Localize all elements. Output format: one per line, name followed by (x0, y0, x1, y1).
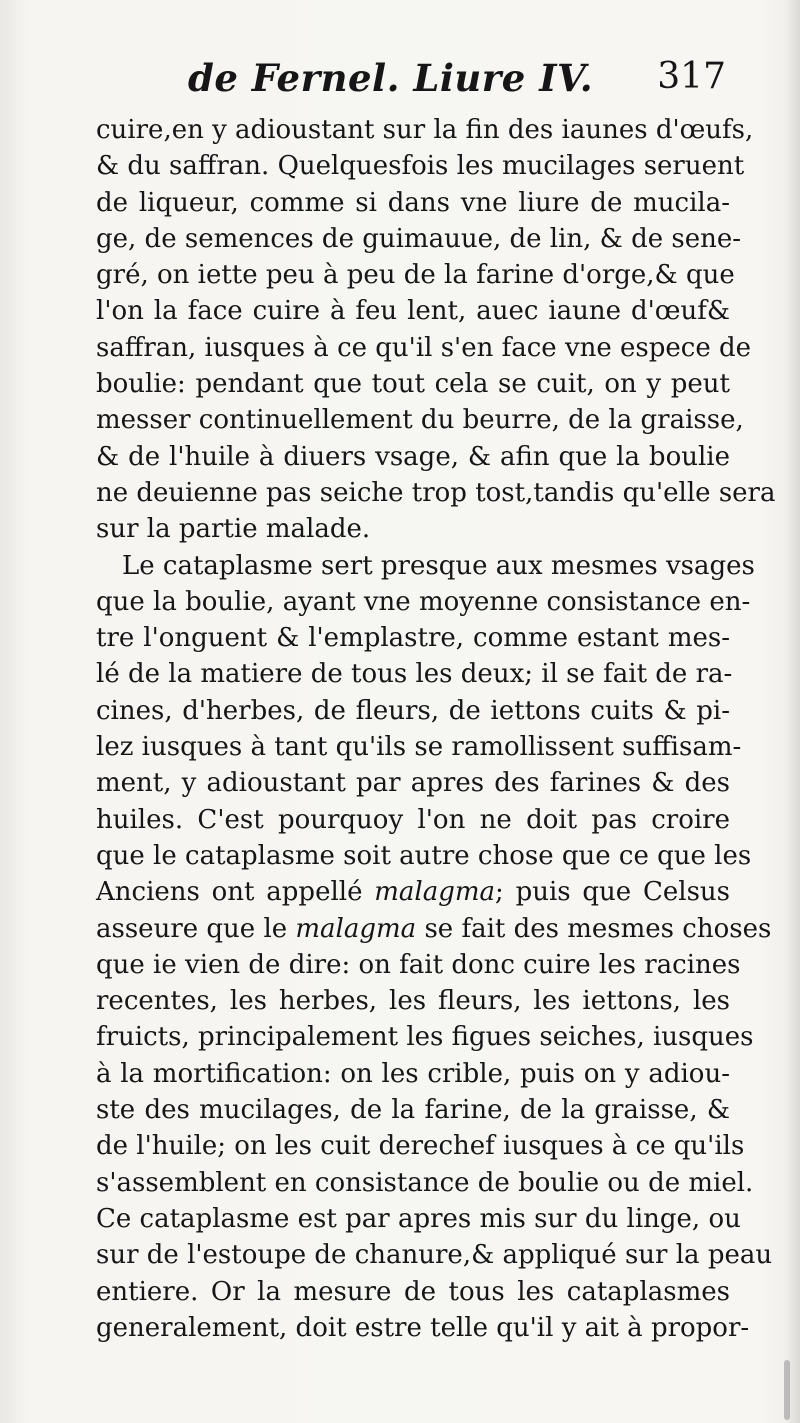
text-line: ne deuienne pas seiche trop tost,tandis qu'elle sera (96, 477, 776, 508)
text-line: fruicts, principalement les figues seiches, iusques (96, 1022, 754, 1053)
running-title: de Fernel. Liure IV. (188, 56, 594, 100)
page-header (188, 56, 748, 106)
text-line: lez iusques à tant qu'ils se ramollissent suffisam- (96, 732, 742, 763)
text-line: huiles. C'est pourquoy l'on ne doit pas croire (96, 804, 730, 835)
text-line: Ce cataplasme est par apres mis sur du linge, ou (96, 1203, 741, 1234)
text-line: & de l'huile à diuers vsage, & afin que la boulie (96, 441, 730, 472)
text-line: que le cataplasme soit autre chose que ce que les (96, 840, 752, 871)
text-line: generalement, doit estre telle qu'il y ait à propor- (96, 1312, 750, 1343)
text-line: s'assemblent en consistance de boulie ou de miel. (96, 1167, 754, 1198)
text-line: recentes, les herbes, les fleurs, les iettons, les (96, 986, 730, 1017)
text-line: saffran, iusques à ce qu'il s'en face vne espece de (96, 332, 752, 363)
text-line: lé de la matiere de tous les deux; il se fait de ra- (96, 659, 733, 690)
text-line: ment, y adioustant par apres des farines & des (96, 768, 730, 799)
text-line: & du saffran. Quelquesfois les mucilages seruent (96, 151, 745, 182)
scan-mark (784, 1360, 790, 1420)
paragraph-start-line: Le cataplasme sert presque aux mesmes vsages (122, 550, 755, 581)
text-line: ge, de semences de guimauue, de lin, & de sene- (96, 223, 742, 254)
body-text (96, 112, 776, 1346)
text-line: tre l'onguent & l'emplastre, comme estant mes- (96, 623, 730, 654)
text-line: de liqueur, comme si dans vne liure de mucila- (96, 187, 730, 218)
latin-term: malagma (374, 877, 496, 908)
text-line: de l'huile; on les cuit derechef iusques à ce qu'ils (96, 1131, 745, 1162)
text-line: à la mortification: on les crible, puis on y adiou- (96, 1058, 730, 1089)
text-line: sur de l'estoupe de chanure,& appliqué sur la peau (96, 1240, 773, 1271)
text-line: l'on la face cuire à feu lent, auec iaune d'œuf& (96, 296, 730, 327)
text-line: entiere. Or la mesure de tous les cataplasmes (96, 1276, 730, 1307)
text-line: sur la partie malade. (96, 514, 371, 545)
text-line: asseure que le malagma se fait des mesmes choses (96, 913, 772, 944)
text-line: gré, on iette peu à peu de la farine d'orge,& que (96, 260, 735, 291)
text-line: que la boulie, ayant vne moyenne consistance en- (96, 586, 751, 617)
page-edge-shadow (786, 0, 800, 1423)
text-line: cines, d'herbes, de fleurs, de iettons cuits & pi- (96, 695, 730, 726)
text-line: cuire,en y adioustant sur la fin des iaunes d'œufs, (96, 115, 754, 145)
latin-term: malagma (295, 913, 417, 944)
text-line: messer continuellement du beurre, de la graisse, (96, 405, 744, 436)
text-line: Anciens ont appellé malagma; puis que Celsus (96, 877, 730, 908)
text-line: que ie vien de dire: on fait donc cuire les racines (96, 949, 741, 980)
page-number: 317 (657, 56, 726, 97)
text-line: ste des mucilages, de la farine, de la graisse, & (96, 1095, 730, 1126)
text-line: boulie: pendant que tout cela se cuit, on y peut (96, 369, 730, 400)
